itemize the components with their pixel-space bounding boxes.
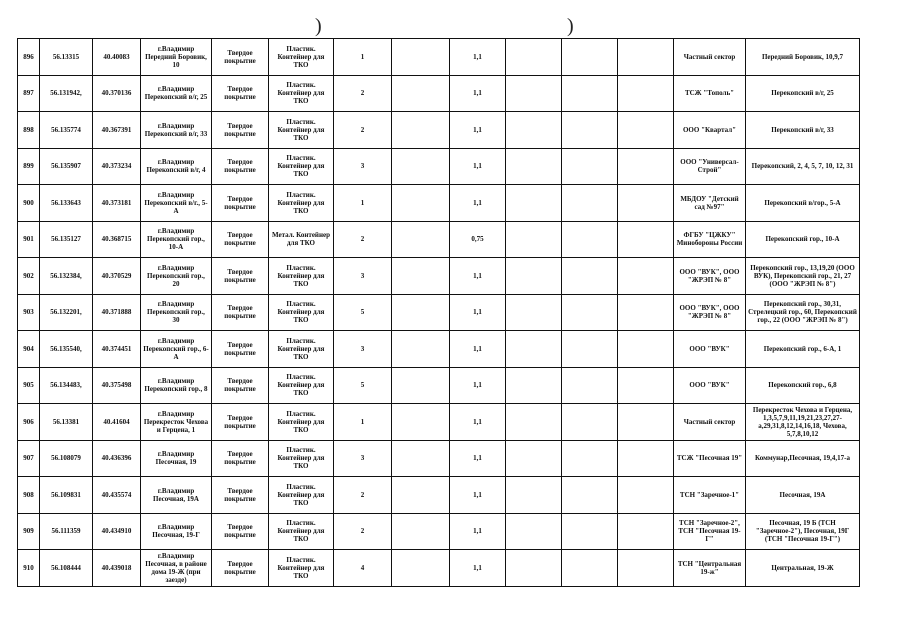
cell-blank	[392, 477, 450, 514]
cell-container-count: 5	[334, 294, 392, 331]
cell-container-count: 2	[334, 221, 392, 258]
cell-address: г.Владимир Песочная, 19-Г	[141, 513, 212, 550]
cell-address: г.Владимир Песочная, в районе дома 19-Ж (при заезде)	[141, 550, 212, 587]
cell-container-type: Пластик. Контейнер для ТКО	[269, 148, 334, 185]
cell-number: 898	[18, 112, 40, 149]
cell-container-type: Метал. Контейнер для ТКО	[269, 221, 334, 258]
cell-container-type: Пластик. Контейнер для ТКО	[269, 39, 334, 76]
cell-blank	[562, 367, 618, 404]
cell-container-type: Пластик. Контейнер для ТКО	[269, 331, 334, 368]
cell-number: 906	[18, 404, 40, 441]
cell-blank	[618, 367, 674, 404]
cell-number: 907	[18, 440, 40, 477]
cell-blank	[618, 75, 674, 112]
cell-blank	[506, 294, 562, 331]
cell-blank	[506, 148, 562, 185]
cell-latitude: 56.111359	[40, 513, 93, 550]
cell-blank	[618, 440, 674, 477]
cell-owner: ФГБУ "ЦЖКУ" Минобороны России	[674, 221, 746, 258]
cell-blank	[506, 112, 562, 149]
cell-latitude: 56.108444	[40, 550, 93, 587]
cell-blank	[618, 221, 674, 258]
cell-blank	[562, 513, 618, 550]
cell-number: 908	[18, 477, 40, 514]
cell-blank	[618, 331, 674, 368]
cell-container-type: Пластик. Контейнер для ТКО	[269, 477, 334, 514]
cell-served-addresses: Коммунар,Песочная, 19,4,17-а	[746, 440, 860, 477]
cell-blank	[562, 404, 618, 441]
cell-blank	[618, 258, 674, 295]
cell-surface: Твердое покрытие	[212, 513, 269, 550]
cell-container-count: 2	[334, 112, 392, 149]
cell-blank	[618, 148, 674, 185]
cell-served-addresses: Песочная, 19А	[746, 477, 860, 514]
cell-served-addresses: Центральная, 19-Ж	[746, 550, 860, 587]
cell-longitude: 40.370529	[93, 258, 141, 295]
table-row	[18, 112, 860, 149]
table-row	[18, 258, 860, 295]
cell-blank	[562, 440, 618, 477]
cell-container-type: Пластик. Контейнер для ТКО	[269, 367, 334, 404]
cell-owner: ТСЖ "Песочная 19"	[674, 440, 746, 477]
cell-latitude: 56.135774	[40, 112, 93, 149]
cell-container-volume: 1,1	[450, 185, 506, 222]
cell-number: 905	[18, 367, 40, 404]
cell-surface: Твердое покрытие	[212, 39, 269, 76]
cell-address: г.Владимир Песочная, 19	[141, 440, 212, 477]
cell-blank	[562, 331, 618, 368]
table-row	[18, 39, 860, 76]
cell-address: г.Владимир Перекопский гор., 30	[141, 294, 212, 331]
cell-address: г.Владимир Перекопский в/г, 4	[141, 148, 212, 185]
cell-longitude: 40.40083	[93, 39, 141, 76]
cell-container-volume: 1,1	[450, 367, 506, 404]
cell-owner: ТСЖ "Тополь"	[674, 75, 746, 112]
cell-latitude: 56.135907	[40, 148, 93, 185]
table-row	[18, 440, 860, 477]
cell-blank	[506, 185, 562, 222]
cell-number: 902	[18, 258, 40, 295]
cell-surface: Твердое покрытие	[212, 550, 269, 587]
cell-owner: ООО "ВУК", ООО "ЖРЭП № 8"	[674, 294, 746, 331]
cell-surface: Твердое покрытие	[212, 112, 269, 149]
cell-container-type: Пластик. Контейнер для ТКО	[269, 185, 334, 222]
cell-owner: ООО "Квартал"	[674, 112, 746, 149]
cell-owner: ТСН "Заречное-2", ТСН "Песочная 19-Г"	[674, 513, 746, 550]
cell-owner: ООО "ВУК"	[674, 331, 746, 368]
punch-mark-right: )	[567, 15, 574, 37]
cell-blank	[392, 294, 450, 331]
cell-latitude: 56.131942,	[40, 75, 93, 112]
cell-blank	[392, 331, 450, 368]
cell-container-count: 2	[334, 75, 392, 112]
cell-served-addresses: Передний Боровик, 10,9,7	[746, 39, 860, 76]
cell-blank	[506, 550, 562, 587]
cell-latitude: 56.13315	[40, 39, 93, 76]
cell-blank	[392, 440, 450, 477]
cell-latitude: 56.132201,	[40, 294, 93, 331]
cell-surface: Твердое покрытие	[212, 258, 269, 295]
cell-address: г.Владимир Перекопский гор., 10-А	[141, 221, 212, 258]
cell-blank	[562, 477, 618, 514]
cell-owner: ООО "ВУК", ООО "ЖРЭП № 8"	[674, 258, 746, 295]
cell-surface: Твердое покрытие	[212, 367, 269, 404]
cell-container-volume: 1,1	[450, 550, 506, 587]
cell-blank	[392, 185, 450, 222]
cell-blank	[506, 221, 562, 258]
table-row	[18, 367, 860, 404]
cell-container-count: 1	[334, 39, 392, 76]
cell-longitude: 40.373234	[93, 148, 141, 185]
cell-container-count: 1	[334, 404, 392, 441]
cell-served-addresses: Перекопский гор., 13,19,20 (ООО ВУК), Перекопский гор., 21, 27 (ООО "ЖРЭП № 8")	[746, 258, 860, 295]
cell-served-addresses: Перекопский гор., 6-А, 1	[746, 331, 860, 368]
cell-owner: МБДОУ "Детский сад №97"	[674, 185, 746, 222]
cell-latitude: 56.109831	[40, 477, 93, 514]
cell-longitude: 40.439018	[93, 550, 141, 587]
cell-container-volume: 1,1	[450, 148, 506, 185]
cell-container-type: Пластик. Контейнер для ТКО	[269, 440, 334, 477]
cell-blank	[562, 39, 618, 76]
cell-served-addresses: Песочная, 19 Б (ТСН "Заречное-2"), Песочная, 19Г (ТСН "Песочная 19-Г")	[746, 513, 860, 550]
cell-container-volume: 1,1	[450, 331, 506, 368]
cell-surface: Твердое покрытие	[212, 221, 269, 258]
cell-blank	[392, 112, 450, 149]
table-row	[18, 404, 860, 441]
cell-longitude: 40.370136	[93, 75, 141, 112]
cell-blank	[392, 39, 450, 76]
table-row	[18, 477, 860, 514]
cell-address: г.Владимир Перекопский в/г, 25	[141, 75, 212, 112]
cell-number: 903	[18, 294, 40, 331]
cell-container-count: 1	[334, 185, 392, 222]
table-row	[18, 294, 860, 331]
cell-served-addresses: Перекопский гор., 10-А	[746, 221, 860, 258]
cell-blank	[506, 258, 562, 295]
cell-blank	[562, 148, 618, 185]
cell-blank	[392, 258, 450, 295]
cell-container-volume: 1,1	[450, 440, 506, 477]
cell-latitude: 56.132384,	[40, 258, 93, 295]
cell-address: г.Владимир Перекресток Чехова и Герцена, 1	[141, 404, 212, 441]
cell-container-volume: 1,1	[450, 404, 506, 441]
cell-container-count: 3	[334, 331, 392, 368]
cell-container-count: 3	[334, 258, 392, 295]
cell-surface: Твердое покрытие	[212, 331, 269, 368]
cell-latitude: 56.133643	[40, 185, 93, 222]
cell-number: 901	[18, 221, 40, 258]
cell-blank	[506, 331, 562, 368]
cell-blank	[392, 513, 450, 550]
cell-owner: Частный сектор	[674, 404, 746, 441]
cell-blank	[506, 404, 562, 441]
cell-owner: ООО "ВУК"	[674, 367, 746, 404]
cell-blank	[562, 75, 618, 112]
cell-longitude: 40.436396	[93, 440, 141, 477]
cell-longitude: 40.374451	[93, 331, 141, 368]
cell-container-count: 3	[334, 148, 392, 185]
cell-blank	[506, 513, 562, 550]
cell-blank	[506, 39, 562, 76]
cell-address: г.Владимир Перекопский в/г., 5-А	[141, 185, 212, 222]
punch-mark-left: )	[315, 15, 322, 37]
cell-blank	[618, 477, 674, 514]
table-row	[18, 221, 860, 258]
cell-longitude: 40.368715	[93, 221, 141, 258]
cell-longitude: 40.375498	[93, 367, 141, 404]
cell-address: г.Владимир Перекопский гор., 8	[141, 367, 212, 404]
cell-blank	[618, 294, 674, 331]
cell-served-addresses: Перекопский в/г, 25	[746, 75, 860, 112]
cell-number: 896	[18, 39, 40, 76]
table-row	[18, 75, 860, 112]
cell-latitude: 56.134483,	[40, 367, 93, 404]
cell-container-type: Пластик. Контейнер для ТКО	[269, 550, 334, 587]
cell-number: 910	[18, 550, 40, 587]
cell-container-volume: 0,75	[450, 221, 506, 258]
cell-longitude: 40.435574	[93, 477, 141, 514]
cell-served-addresses: Перекопский, 2, 4, 5, 7, 10, 12, 31	[746, 148, 860, 185]
cell-owner: ООО "Универсал-Строй"	[674, 148, 746, 185]
cell-longitude: 40.367391	[93, 112, 141, 149]
cell-longitude: 40.373181	[93, 185, 141, 222]
cell-latitude: 56.135127	[40, 221, 93, 258]
cell-blank	[618, 404, 674, 441]
cell-container-count: 4	[334, 550, 392, 587]
cell-surface: Твердое покрытие	[212, 148, 269, 185]
cell-container-volume: 1,1	[450, 75, 506, 112]
cell-container-volume: 1,1	[450, 258, 506, 295]
cell-blank	[562, 221, 618, 258]
cell-container-volume: 1,1	[450, 294, 506, 331]
cell-blank	[618, 550, 674, 587]
cell-container-volume: 1,1	[450, 513, 506, 550]
cell-blank	[618, 185, 674, 222]
cell-served-addresses: Перекопский в/г, 33	[746, 112, 860, 149]
cell-container-volume: 1,1	[450, 39, 506, 76]
cell-blank	[562, 550, 618, 587]
cell-surface: Твердое покрытие	[212, 404, 269, 441]
cell-number: 899	[18, 148, 40, 185]
cell-surface: Твердое покрытие	[212, 75, 269, 112]
cell-surface: Твердое покрытие	[212, 477, 269, 514]
cell-container-volume: 1,1	[450, 112, 506, 149]
cell-container-type: Пластик. Контейнер для ТКО	[269, 513, 334, 550]
cell-address: г.Владимир Песочная, 19А	[141, 477, 212, 514]
cell-blank	[506, 367, 562, 404]
cell-container-type: Пластик. Контейнер для ТКО	[269, 404, 334, 441]
cell-blank	[562, 258, 618, 295]
cell-container-count: 3	[334, 440, 392, 477]
cell-blank	[506, 75, 562, 112]
cell-longitude: 40.41604	[93, 404, 141, 441]
cell-served-addresses: Перекресток Чехова и Герцена, 1,3,5,7,9,11,19,21,23,27,27-а,29,31,8,12,14,16,18, Чехова, 5,7,8,10,12	[746, 404, 860, 441]
cell-blank	[618, 39, 674, 76]
cell-container-type: Пластик. Контейнер для ТКО	[269, 75, 334, 112]
table-row	[18, 550, 860, 587]
cell-longitude: 40.371888	[93, 294, 141, 331]
container-sites-table	[17, 38, 860, 587]
cell-blank	[562, 185, 618, 222]
cell-owner: Частный сектор	[674, 39, 746, 76]
table-row	[18, 185, 860, 222]
cell-blank	[618, 513, 674, 550]
cell-surface: Твердое покрытие	[212, 185, 269, 222]
cell-address: г.Владимир Перекопский гор., 6-А	[141, 331, 212, 368]
cell-latitude: 56.135540,	[40, 331, 93, 368]
table-row	[18, 513, 860, 550]
cell-container-count: 5	[334, 367, 392, 404]
cell-owner: ТСН "Заречное-1"	[674, 477, 746, 514]
cell-number: 900	[18, 185, 40, 222]
cell-blank	[392, 148, 450, 185]
cell-blank	[562, 294, 618, 331]
cell-served-addresses: Перекопский в/гор., 5-А	[746, 185, 860, 222]
cell-latitude: 56.108079	[40, 440, 93, 477]
cell-blank	[506, 440, 562, 477]
cell-blank	[562, 112, 618, 149]
cell-container-volume: 1,1	[450, 477, 506, 514]
cell-blank	[392, 221, 450, 258]
cell-blank	[392, 367, 450, 404]
cell-latitude: 56.13381	[40, 404, 93, 441]
cell-owner: ТСН "Центральная 19-ж"	[674, 550, 746, 587]
cell-blank	[392, 550, 450, 587]
cell-blank	[618, 112, 674, 149]
cell-surface: Твердое покрытие	[212, 294, 269, 331]
cell-longitude: 40.434910	[93, 513, 141, 550]
cell-surface: Твердое покрытие	[212, 440, 269, 477]
table-row	[18, 148, 860, 185]
cell-blank	[392, 75, 450, 112]
cell-address: г.Владимир Перекопский в/г, 33	[141, 112, 212, 149]
cell-number: 897	[18, 75, 40, 112]
cell-address: г.Владимир Перекопский гор., 20	[141, 258, 212, 295]
cell-container-count: 2	[334, 513, 392, 550]
cell-address: г.Владимир Передний Боровик, 10	[141, 39, 212, 76]
cell-number: 904	[18, 331, 40, 368]
cell-blank	[506, 477, 562, 514]
table-row	[18, 331, 860, 368]
cell-served-addresses: Перекопский гор., 30,31, Стрелецкий гор., 60, Перекопский гор., 22 (ООО "ЖРЭП № 8")	[746, 294, 860, 331]
cell-container-count: 2	[334, 477, 392, 514]
cell-container-type: Пластик. Контейнер для ТКО	[269, 294, 334, 331]
cell-container-type: Пластик. Контейнер для ТКО	[269, 258, 334, 295]
cell-blank	[392, 404, 450, 441]
cell-number: 909	[18, 513, 40, 550]
cell-served-addresses: Перекопский гор., 6,8	[746, 367, 860, 404]
cell-container-type: Пластик. Контейнер для ТКО	[269, 112, 334, 149]
